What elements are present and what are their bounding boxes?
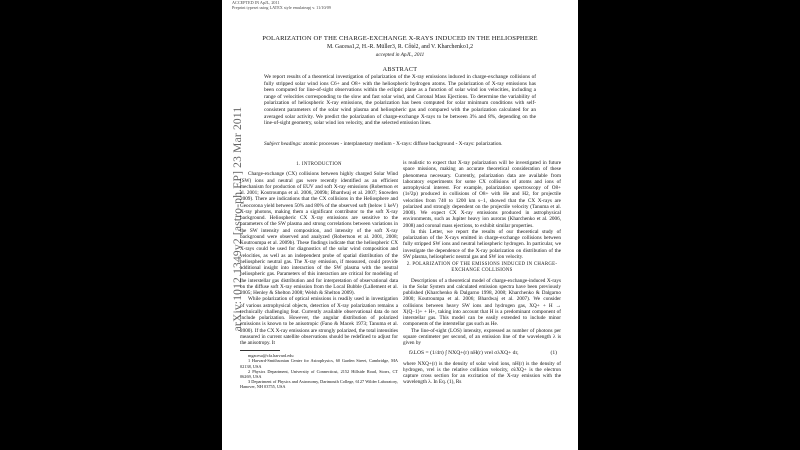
equation-body: fλLOS = (1/4π) ∫ NXQ+(r) nH(r) vrel σλXQ+ dr, [409, 350, 519, 357]
right-column [403, 160, 561, 386]
paragraph: where NXQ+(r) is the density of solar wind ions, nH(r) is the density of hydrogen, vrel is the relative collision velocity, σλXQ+ is the electron capture cross section for an excitation of the X-ray emission with the wavelength λ. In Eq. (1), Rs [403, 360, 561, 386]
equation-number: (1) [550, 350, 557, 357]
accepted-note: accepted in ApJL, 2011 [375, 52, 425, 58]
paragraph: While polarization of optical emissions is readily used in investigation of various astrophysical objects, detection of X-ray polarization remains a technically challenging feat. Currently available observational data do not include polarization. However, the angular distribution of polarized emissions is known to be anisotropic (Fano & Macek 1973; Tanuma et al. 2000). If the CX X-ray emissions are strongly polarized, the total intensities measured in current satellite observations should be redefined to adjust for the anisotropy. It [240, 296, 398, 346]
paragraph: In this Letter, we report the results of our theoretical study of polarization of the X-rays emitted in charge-exchange collisions between fully stripped SW ions and neutral heliospheric hydrogen. In particular, we investigate the dependence of the X-ray polarization on distribution of the SW plasma, heliospheric neutral gas and SW ion velocity. [403, 228, 561, 260]
preprint-header [232, 0, 331, 10]
abstract-heading: ABSTRACT [382, 66, 418, 73]
paper-page [222, 0, 578, 450]
footnote-email: mgacesa@cfa.harvard.edu [248, 353, 294, 359]
equation-1 [409, 350, 561, 356]
abstract-text: We report results of a theoretical investigation of polarization of the X-ray emissions induced in charge-exchange collisions of fully stripped solar wind ions C6+ and O8+ with the heliospheric hydrogen atoms. The polarization of X-ray emissions has been computed for line-of-sight observations within the ecliptic plane as a function of solar wind ion velocities, including a range of velocities corresponding to the slow and fast solar wind, and Coronal Mass Ejections. To determine the variability of polarization of heliospheric X-ray emissions, the polarization has been computed for solar minimum conditions with self-consistent parameters of the solar wind plasma and heliospheric gas and compared with the polarization calculated for an averaged solar activity. We predict the polarization of charge-exchange X-rays to be between 3% and 8%, depending on the line-of-sight geometry, solar wind ion velocity, and the selected emission lines. [264, 74, 536, 127]
paragraph: The line-of-sight (LOS) intensity, expressed as number of photons per square centimeter per second, of an emission line of the wavelength λ is given by [403, 327, 561, 346]
footnote: 2 Physics Department, University of Connecticut, 2152 Hillside Road, Storrs, CT 06269, USA [240, 368, 398, 380]
subject-headings-label: Subject headings: [264, 141, 302, 147]
section-heading-intro: 1. INTRODUCTION [296, 162, 342, 167]
paragraph: Descriptions of a theoretical model of charge-exchange-induced X-rays in the Solar System and calculated emission spectra have been previously published (Kharchenko & Dalgarno 1998, 2008; Kharchenko & Dalgarno 2000; Koutroumpa et al. 2006; Bhardwaj et al. 2007). We consider collisions between heavy SW ions and hydrogen gas, XQ+ + H → X(Q−1)+ + H+, taking into account that H is a predominant component of interstellar gas. This model can be easily extended to include minor components of the interstellar gas such as He. [403, 277, 561, 328]
subject-headings-text: atomic processes - interplanetary medium - X-rays: diffuse background - X-rays: polarization. [301, 141, 503, 147]
typeset-line: Preprint typeset using LATEX style emulateapj v. 11/10/09 [232, 5, 331, 10]
footnote: 3 Department of Physics and Astronomy, Dartmouth College, 6127 Wilder Laboratory, Hanover, NH 03755, USA [240, 379, 398, 390]
arxiv-stamp: arXiv:1012.1349v2 [astro-ph.EP] 23 Mar 2011 [232, 106, 244, 332]
paragraph: is realistic to expect that X-ray polarization will be investigated in future space missions, making an accurate theoretical consideration of these phenomena necessary. Currently, polarization data are available from laboratory experiments for some CX collisions of atoms and ions of astrophysical interest. For example, polarization spectroscopy of O8+(1s²2p) produced in collisions of O8+ with He and H2, for projectile velocities from 740 to 1200 km s−1, showed that the CX X-rays are polarized and strongly dependent on the projectile velocity (Tanuma et al. 2000). We expect CX X-ray emissions produced in astrophysical environments, such as Jupiter heavy ion auroras (Kharchenko et al. 2006, 2008) and coronal mass ejections, to exhibit similar properties. [403, 160, 561, 229]
left-column [240, 160, 398, 390]
section-heading-polarization: 2. POLARIZATION OF THE EMISSIONS INDUCED IN CHARGE-EXCHANGE COLLISIONS [406, 262, 558, 274]
paragraph: Charge-exchange (CX) collisions between highly charged Solar Wind (SW) ions and neutral gas were recently identified as an efficient mechanism for production of EUV and soft X-ray emissions (Robertson et al. 2001; Koutroumpa et al. 2006, 2009b; Bhardwaj et al. 2007; Snowden 2009). There are indications that the CX collisions in the Heliosphere and Geocorona yield between 50% and 80% of the observed soft (below 1 keV) X-ray photons, making them a significant contributor to the soft X-ray background. Heliospheric CX X-ray emissions are sensitive to the parameters of the SW plasma and strong correlations between variations in the SW intensity and composition, and intensity of the soft X-ray background were observed and analyzed (Robertson et al. 2001, 2008; Koutroumpa et al. 2009b). These findings indicate that the heliospheric CX X-rays could be used for diagnostics of the solar wind composition and velocities, as well as an independent probe of spatial distribution of the heliospheric neutral gas. The X-ray emission, if measured, could provide additional insight into interaction of the SW plasma with the neutral heliospheric gas. Parameters of this interaction are critical for modeling of the interstellar gas distribution and for interpretation of observational data on the diffuse soft X-ray emission from the Local Bubble (Lallement et al. 2005; Henley & Shelton 2008; Welsh & Shelton 2009). [240, 171, 398, 296]
paper-title: POLARIZATION OF THE CHARGE-EXCHANGE X-RAYS INDUCED IN THE HELIOSPHERE [262, 35, 538, 42]
journal-line: ACCEPTED IN ApJL, 2011 [232, 0, 280, 5]
footnote-rule [240, 350, 280, 351]
footnote: 1 Harvard-Smithsonian Center for Astrophysics, 60 Garden Street, Cambridge, MA 02138, USA [240, 358, 398, 369]
subject-headings [264, 141, 536, 148]
author-list: M. Gacesa1,2, H.-R. Müller3, R. Côté2, and V. Kharchenko1,2 [327, 44, 473, 50]
